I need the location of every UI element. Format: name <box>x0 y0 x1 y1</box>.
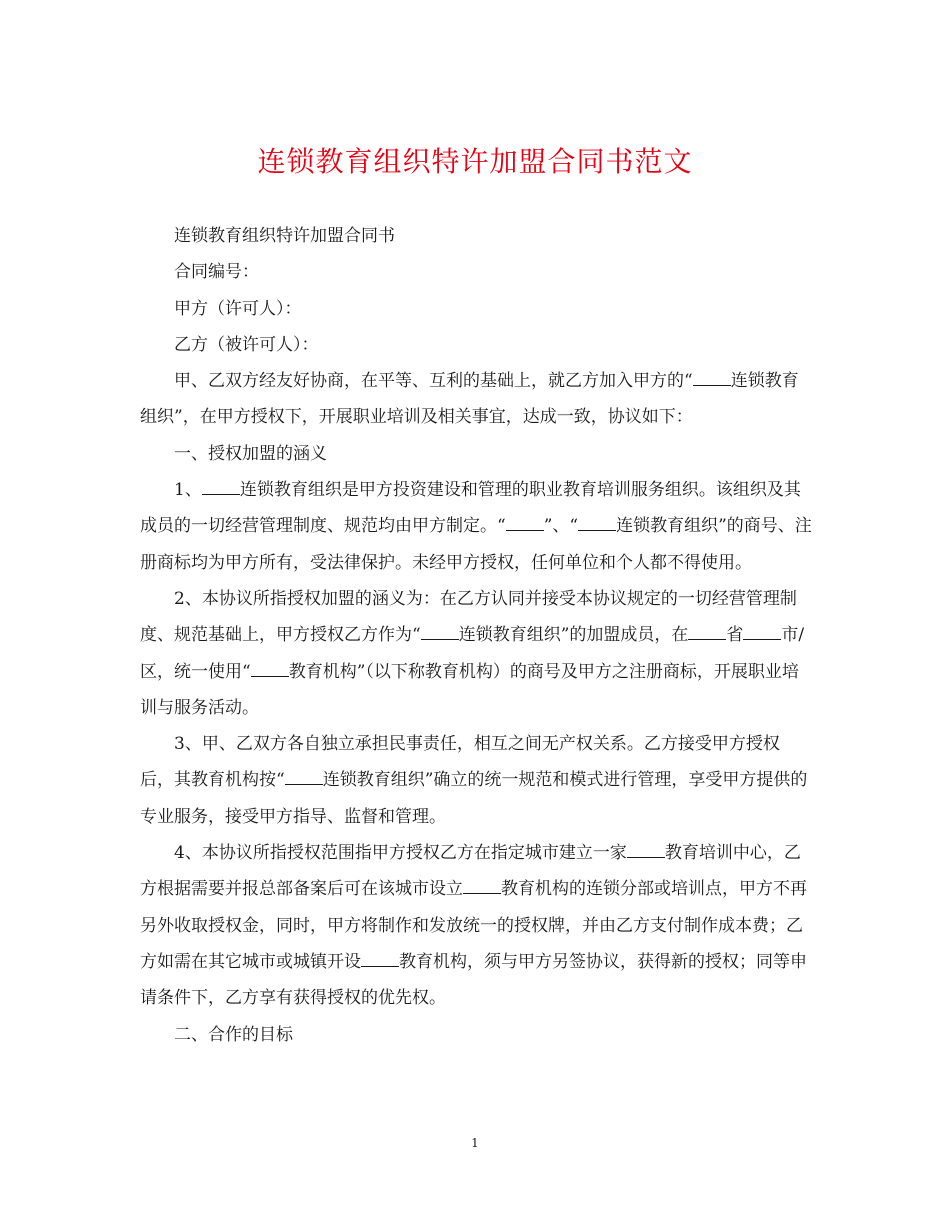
fill-in-blank <box>202 479 240 495</box>
page-number: 1 <box>471 1136 479 1150</box>
fill-in-blank <box>627 842 665 858</box>
fill-in-blank <box>693 370 731 386</box>
fill-in-blank <box>578 515 616 531</box>
paragraph: 4、本协议所指授权范围指甲方授权乙方在指定城市建立一家 教育培训中心，乙方根据需要并报总部备案后可在该城市设立 教育机构的连锁分部或培训点，甲方不再另外收取授权金，同时，甲方将制作和发放统一的授权牌，并由乙方支付制作成本费；乙方如需在其它城市或城镇开设 教育机构，须与甲方另签协议，获得新的授权；同等申请条件下，乙方享有获得授权的优先权。 <box>140 843 807 1009</box>
paragraph: 3、甲、乙双方各自独立承担民事责任，相互之间无产权关系。乙方接受甲方授权后，其教育机构按“ 连锁教育组织”确立的统一规范和模式进行管理，享受甲方提供的专业服务，接受甲方指导、监督和管理。 <box>140 734 808 827</box>
fill-in-blank <box>463 878 501 894</box>
fill-in-blank <box>421 624 459 640</box>
paragraph: 2、本协议所指授权加盟的涵义为：在乙方认同并接受本协议规定的一切经营管理制度、规范基础上，甲方授权乙方作为“ 连锁教育组织”的加盟成员，在 省 市/区，统一使用“ 教育机构”（以下称教育机构）的商号及甲方之注册商标，开展职业培训与服务活动。 <box>140 588 805 718</box>
document-body <box>140 218 812 1053</box>
paragraph: 乙方（被许可人）： <box>174 334 319 355</box>
fill-in-blank <box>506 515 544 531</box>
paragraph: 1、 连锁教育组织是甲方投资建设和管理的职业教育培训服务组织。该组织及其成员的一切经营管理制度、规范均由甲方制定。“ ”、“ 连锁教育组织”的商号、注册商标均为甲方所有，受法律保护。未经甲方授权，任何单位和个人都不得使用。 <box>140 480 812 573</box>
fill-in-blank <box>361 951 399 967</box>
fill-in-blank <box>251 660 289 676</box>
paragraph: 合同编号： <box>174 262 259 283</box>
document-title: 连锁教育组织特许加盟合同书范文 <box>257 145 693 178</box>
paragraph: 甲、乙双方经友好协商，在平等、互利的基础上，就乙方加入甲方的“ 连锁教育组织”，在甲方授权下，开展职业培训及相关事宜，达成一致，协议如下： <box>140 371 799 428</box>
paragraph: 甲方（许可人）： <box>174 298 302 319</box>
section-heading: 二、合作的目标 <box>174 1024 293 1045</box>
fill-in-blank <box>285 769 323 785</box>
fill-in-blank <box>688 624 726 640</box>
fill-in-blank <box>743 624 781 640</box>
paragraph: 连锁教育组织特许加盟合同书 <box>174 226 395 246</box>
section-heading: 一、授权加盟的涵义 <box>174 443 327 464</box>
